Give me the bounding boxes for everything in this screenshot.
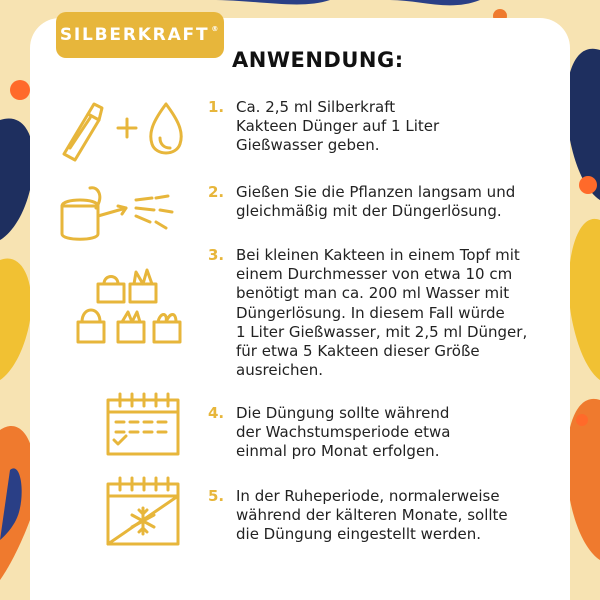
step-text: Die Düngung sollte während der Wachstumsperiode etwa einmal pro Monat erfolgen. bbox=[236, 404, 451, 461]
cactus-pots-icon bbox=[44, 262, 204, 354]
calendar-check-icon bbox=[44, 390, 204, 462]
step-number: 1. bbox=[208, 98, 225, 116]
step-number: 2. bbox=[208, 183, 225, 201]
brand-name: SILBERKRAFT bbox=[59, 25, 210, 45]
step-number: 4. bbox=[208, 404, 225, 422]
step-text: Bei kleinen Kakteen in einem Topf mit einem Durchmesser von etwa 10 cm benötigt man ca. 200 ml Wasser mit Düngerlösung. In diesem Fall würde 1 Liter Gießwasser, mit 2,5 ml Dünger, für etwa 5 Kakteen dieser Größe ausreichen. bbox=[236, 246, 528, 380]
instruction-step-2 bbox=[208, 183, 515, 221]
brand-logo bbox=[56, 12, 224, 58]
step-text: In der Ruheperiode, normalerweise während der kälteren Monate, sollte die Düngung eingestellt werden. bbox=[236, 487, 508, 544]
step-text: Gießen Sie die Pflanzen langsam und gleichmäßig mit der Düngerlösung. bbox=[236, 183, 516, 221]
bottle-plus-drop-icon bbox=[44, 96, 204, 166]
step-number: 5. bbox=[208, 487, 225, 505]
instruction-step-1 bbox=[208, 98, 439, 156]
page-title: ANWENDUNG: bbox=[232, 48, 404, 72]
instruction-step-3 bbox=[208, 246, 527, 380]
instruction-step-5 bbox=[208, 487, 508, 545]
watering-can-icon bbox=[44, 178, 204, 250]
calendar-snowflake-icon bbox=[44, 474, 204, 552]
step-number: 3. bbox=[208, 246, 225, 264]
registered-mark: ® bbox=[211, 25, 221, 33]
instruction-step-4 bbox=[208, 404, 450, 462]
step-text: Ca. 2,5 ml Silberkraft Kakteen Dünger auf 1 Liter Gießwasser geben. bbox=[236, 98, 440, 155]
